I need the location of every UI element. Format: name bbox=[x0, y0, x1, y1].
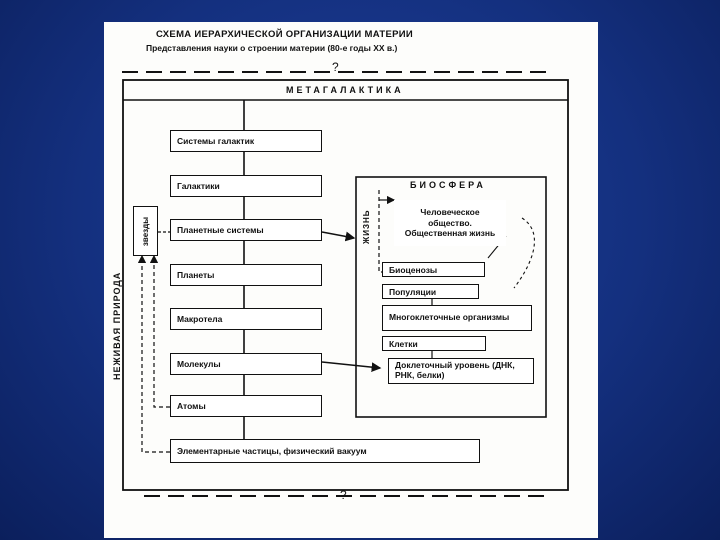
life-label: ЖИЗНЬ bbox=[362, 209, 371, 244]
diagram-title: СХЕМА ИЕРАРХИЧЕСКОЙ ОРГАНИЗАЦИИ МАТЕРИИ bbox=[156, 29, 414, 40]
bio-cells: Клетки bbox=[382, 336, 486, 351]
bio-biocenoses: Биоценозы bbox=[382, 262, 485, 277]
bio-precellular bbox=[388, 358, 534, 384]
nonliving-nature-label: НЕЖИВАЯ ПРИРОДА bbox=[112, 271, 122, 380]
unknown-mark-top: ? bbox=[332, 60, 339, 74]
bio-precellular-text: Доклеточный уровень (ДНК, РНК, белки) bbox=[395, 360, 515, 380]
bio-multicellular-text: Многоклеточные организмы bbox=[389, 312, 510, 323]
stars-box bbox=[133, 206, 158, 256]
level-elementary-particles: Элементарные частицы, физический вакуум bbox=[170, 439, 480, 463]
diagram-subtitle: Представления науки о строении материи (80-е годы XX в.) bbox=[146, 43, 398, 53]
diagram-slide bbox=[104, 22, 598, 538]
metagalaxy-label: МЕТАГАЛАКТИКА bbox=[286, 85, 404, 95]
stars-label: звезды bbox=[141, 216, 150, 246]
bio-multicellular bbox=[382, 305, 532, 331]
bio-human-society-text: Человеческое общество. Общественная жизнь bbox=[404, 207, 496, 239]
unknown-mark-bottom: ? bbox=[340, 488, 347, 502]
level-macrobodies: Макротела bbox=[170, 308, 322, 330]
level-planets: Планеты bbox=[170, 264, 322, 286]
level-molecules: Молекулы bbox=[170, 353, 322, 375]
level-galaxies: Галактики bbox=[170, 175, 322, 197]
bio-human-society bbox=[394, 200, 506, 246]
bio-populations: Популяции bbox=[382, 284, 479, 299]
biosphere-title: БИОСФЕРА bbox=[410, 180, 486, 190]
level-planetary-systems: Планетные системы bbox=[170, 219, 322, 241]
level-galaxy-systems: Системы галактик bbox=[170, 130, 322, 152]
level-atoms: Атомы bbox=[170, 395, 322, 417]
